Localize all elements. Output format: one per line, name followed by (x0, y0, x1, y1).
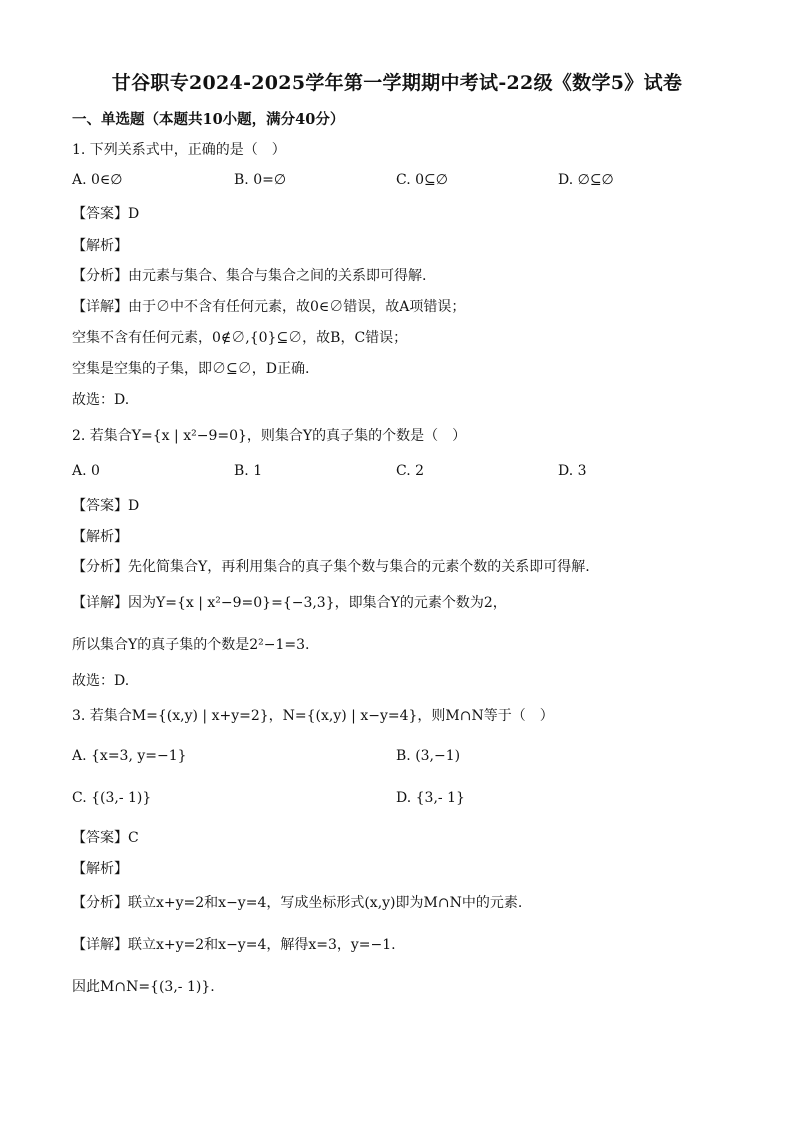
q2-conclusion: 故选：D. (72, 673, 130, 689)
q3-option-a: A. {x=3, y=−1} (72, 748, 187, 764)
q2-detail-line: 所以集合Y的真子集的个数是2²−1=3. (72, 637, 310, 653)
q2-detail-line: 【详解】因为Y={x | x²−9=0}={−3,3}，即集合Y的元素个数为2， (72, 595, 507, 611)
question-2-stem: 2. 若集合Y={x | x²−9=0}，则集合Y的真子集的个数是（ ） (72, 428, 467, 444)
q3-option-b: B. (3,−1) (396, 748, 461, 764)
q1-conclusion: 故选：D. (72, 392, 130, 408)
q2-option-d: D. 3 (558, 463, 587, 479)
q1-answer: 【答案】D (72, 206, 140, 222)
q3-analysis-label: 【解析】 (72, 861, 128, 877)
question-3-stem: 3. 若集合M={(x,y) | x+y=2}，N={(x,y) | x−y=4}，则M∩N等于（ ） (72, 708, 554, 724)
q3-answer: 【答案】C (72, 830, 139, 846)
q1-option-c: C. 0⊆∅ (396, 172, 448, 188)
q1-analysis-label: 【解析】 (72, 238, 128, 254)
question-1-stem: 1. 下列关系式中，正确的是（ ） (72, 142, 286, 158)
q2-answer: 【答案】D (72, 498, 140, 514)
q2-analysis-label: 【解析】 (72, 529, 128, 545)
q1-option-d: D. ∅⊆∅ (558, 172, 614, 188)
q1-option-a: A. 0∈∅ (72, 172, 123, 188)
q3-conclusion: 因此M∩N={(3,- 1)}. (72, 979, 215, 995)
q2-analysis-line: 【分析】先化简集合Y，再利用集合的真子集个数与集合的元素个数的关系即可得解. (72, 559, 590, 575)
q3-analysis-line: 【分析】联立x+y=2和x−y=4，写成坐标形式(x,y)即为M∩N中的元素. (72, 895, 523, 911)
q2-option-c: C. 2 (396, 463, 425, 479)
q3-option-c: C. {(3,- 1)} (72, 790, 152, 806)
q3-detail-line: 【详解】联立x+y=2和x−y=4，解得x=3，y=−1. (72, 937, 396, 953)
q2-option-b: B. 1 (234, 463, 263, 479)
exam-title: 甘谷职专2024-2025学年第一学期期中考试-22级《数学5》试卷 (111, 72, 683, 94)
q1-detail-line: 空集不含有任何元素，0∉∅,{0}⊆∅，故B，C错误； (72, 330, 408, 346)
q2-option-a: A. 0 (72, 463, 100, 479)
q1-detail-line: 【详解】由于∅中不含有任何元素，故0∈∅错误，故A项错误； (72, 299, 466, 315)
q1-analysis-line: 【分析】由元素与集合、集合与集合之间的关系即可得解. (72, 268, 427, 284)
section-heading: 一、单选题（本题共10小题，满分40分） (72, 111, 345, 128)
q1-option-b: B. 0=∅ (234, 172, 287, 188)
q3-option-d: D. {3,- 1} (396, 790, 465, 806)
q1-detail-line: 空集是空集的子集，即∅⊆∅，D正确. (72, 361, 310, 377)
